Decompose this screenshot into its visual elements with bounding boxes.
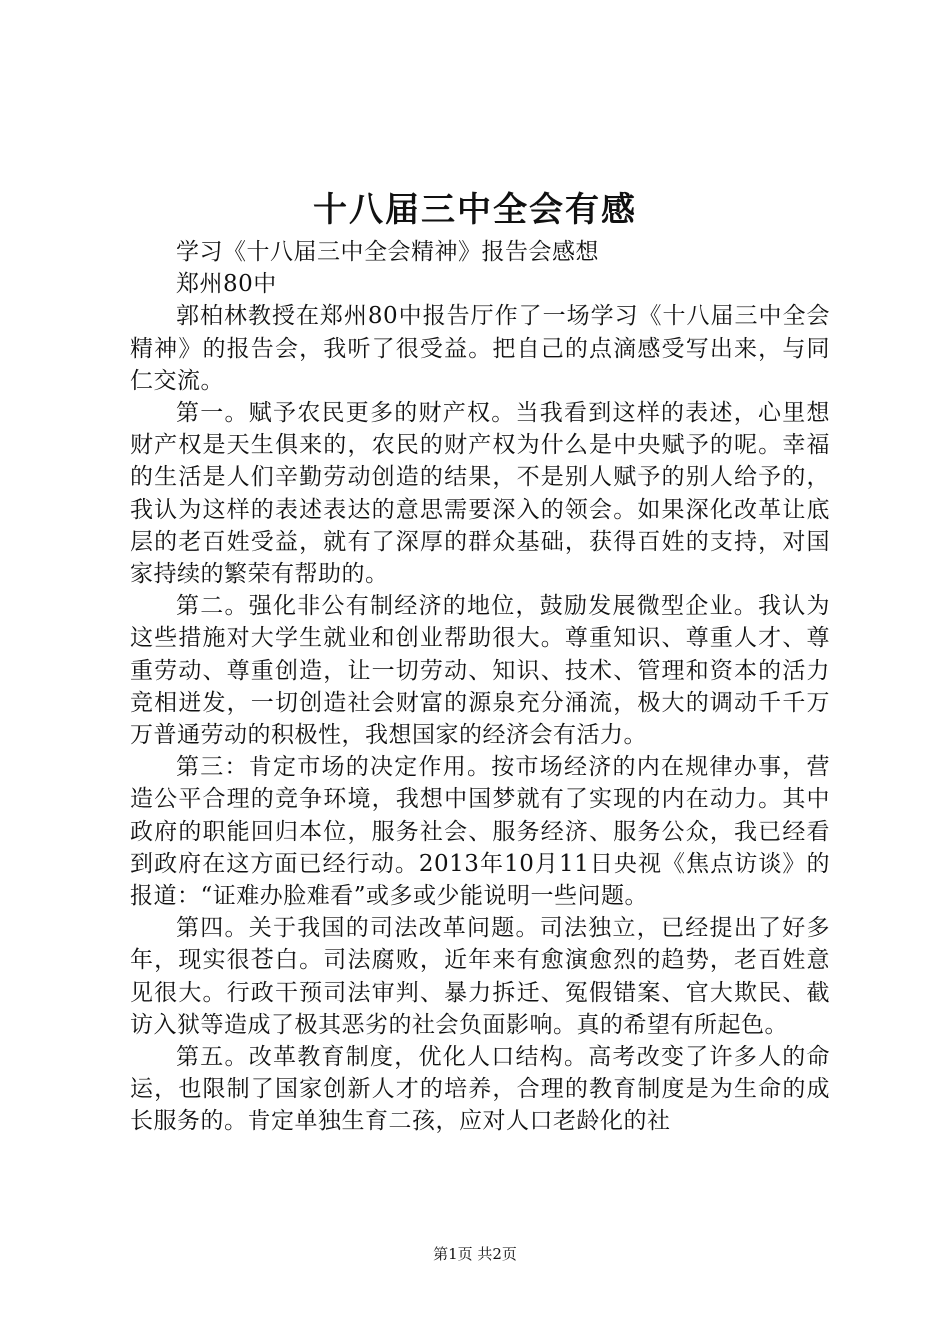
page-footer: 第1页 共2页 bbox=[433, 1245, 517, 1263]
point-one-paragraph: 第一。赋予农民更多的财产权。当我看到这样的表述，心里想财产权是天生俱来的，农民的财产权为什么是中央赋予的呢。幸福的生活是人们辛勤劳动创造的结果，不是别人赋予的别人给予的，我认为这样的表述表达的意思需要深入的领会。如果深化改革让底层的老百姓受益，就有了深厚的群众基础，获得百姓的支持，对国家持续的繁荣有帮助的。 bbox=[130, 400, 830, 588]
subtitle-paragraph: 学习《十八届三中全会精神》报告会感想 bbox=[176, 239, 599, 265]
author-paragraph: 郑州80中 bbox=[176, 271, 277, 298]
intro-paragraph: 郭柏林教授在郑州80中报告厅作了一场学习《十八届三中全会精神》的报告会，我听了很受益。把自己的点滴感受写出来，与同仁交流。 bbox=[130, 303, 830, 394]
document-title: 十八届三中全会有感 bbox=[313, 190, 637, 230]
document-body bbox=[130, 236, 830, 1138]
point-two-paragraph: 第二。强化非公有制经济的地位，鼓励发展微型企业。我认为这些措施对大学生就业和创业帮助很大。尊重知识、尊重人才、尊重劳动、尊重创造，让一切劳动、知识、技术、管理和资本的活力竞相迸发，一切创造社会财富的源泉充分涌流，极大的调动千千万万普通劳动的积极性，我想国家的经济会有活力。 bbox=[130, 593, 830, 749]
point-five-paragraph: 第五。改革教育制度，优化人口结构。高考改变了许多人的命运，也限制了国家创新人才的培养，合理的教育制度是为生命的成长服务的。肯定单独生育二孩，应对人口老龄化的社 bbox=[130, 1044, 830, 1135]
point-three-paragraph: 第三：肯定市场的决定作用。按市场经济的内在规律办事，营造公平合理的竞争环境，我想中国梦就有了实现的内在动力。其中政府的职能回归本位，服务社会、服务经济、服务公众，我已经看到政府在这方面已经行动。2013年10月11日央视《焦点访谈》的报道：“证难办脸难看”或多或少能说明一些问题。 bbox=[130, 754, 830, 910]
point-four-paragraph: 第四。关于我国的司法改革问题。司法独立，已经提出了好多年，现实很苍白。司法腐败，近年来有愈演愈烈的趋势，老百姓意见很大。行政干预司法审判、暴力拆迁、冤假错案、官大欺民、截访入狱等造成了极其恶劣的社会负面影响。真的希望有所起色。 bbox=[130, 915, 830, 1038]
